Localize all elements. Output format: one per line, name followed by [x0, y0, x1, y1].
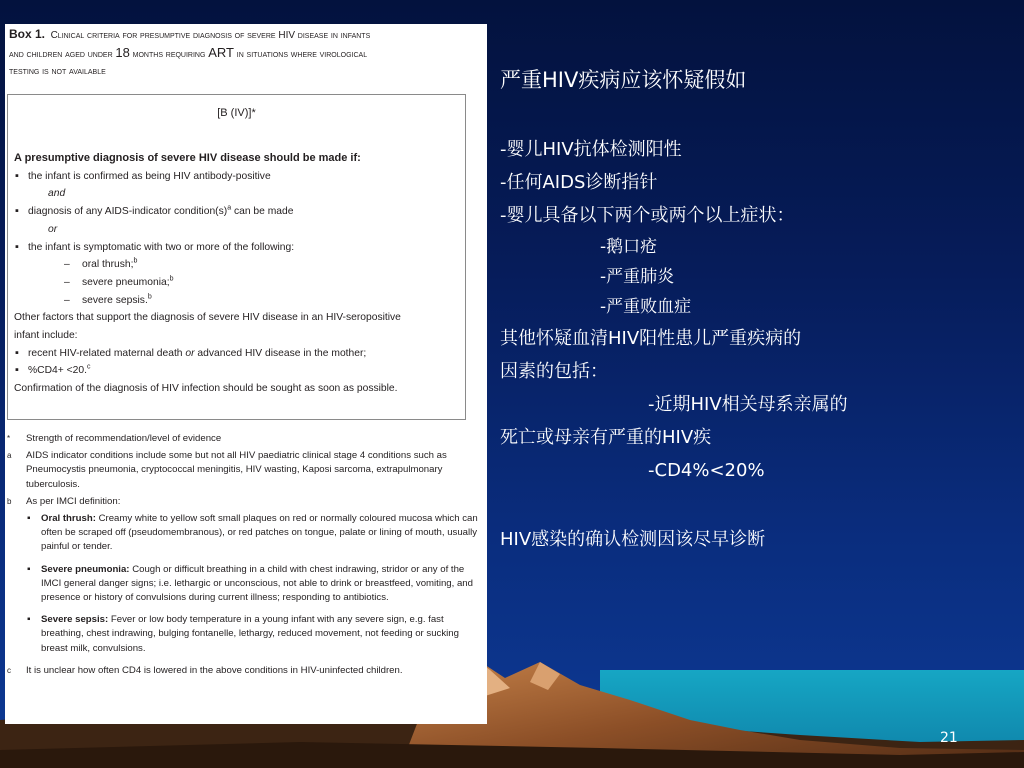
criterion-symptomatic: ▪ the infant is symptomatic with two or more of the following:	[14, 239, 459, 257]
footnotes	[7, 432, 481, 681]
conjunction-and: and	[48, 188, 66, 200]
factor-maternal: ▪ recent HIV-related maternal death or advanced HIV disease in the mother;	[14, 345, 459, 363]
slide-line-aids: -任何AIDS诊断指针	[500, 172, 658, 193]
symptom-severe-pneumonia: – severe pneumonia;$^b$	[14, 274, 459, 292]
footnote-b: b As per IMCI definition:	[7, 495, 121, 507]
slide-text	[500, 64, 1010, 556]
slide-factor-maternal-1: -近期HIV相关母系亲属的	[648, 394, 848, 415]
criteria-heading: A presumptive diagnosis of severe HIV disease should be made if:	[14, 152, 361, 164]
slide-title: 严重HIV疾病应该怀疑假如	[500, 68, 747, 92]
footnote-star: * Strength of recommendation/level of evidence	[7, 433, 222, 444]
other-factors-intro: Other factors that support the diagnosis of severe HIV disease in an HIV-seropositive infant include:	[14, 312, 401, 342]
confirmation-note: Confirmation of the diagnosis of HIV infection should be sought as soon as possible.	[14, 383, 398, 395]
criterion-antibody: ▪ the infant is confirmed as being HIV antibody-positive	[14, 168, 459, 186]
slide-other-factors-1: 其他怀疑血清HIV阳性患儿严重疾病的	[500, 328, 802, 349]
criterion-aids-indicator: ▪ diagnosis of any AIDS-indicator $condition(s)^a$ can be made	[14, 203, 459, 221]
definition-severe-pneumonia: ▪ Severe pneumonia: Cough or difficult breathing in a child with chest indrawing, stridor or any of the IMCI general danger signs; i.e. lethargic or unconscious, not able to drink or breastfeed, vomiting, and presence or history of convulsions during current illness; responding to antibiotics.	[7, 563, 481, 606]
slide-factor-maternal-2: 死亡或母亲有严重的HIV疾	[500, 427, 712, 448]
box-title: Box 1. Clinical criteria for presumptive diagnosis of severe HIV disease in infants and children aged under 18 months requiring ART in situations where virological testing is not available	[9, 27, 371, 77]
slide-line-antibody: -婴儿HIV抗体检测阳性	[500, 139, 682, 160]
footnote-a: a AIDS indicator conditions include some but not all HIV paediatric clinical stage 4 conditions such as Pneumocystis pneumonia, cryptococcal meningitis, HIV wasting, Kaposi sarcoma, extrapulmonary tuberculosis.	[7, 450, 447, 490]
conjunction-or: or	[48, 223, 58, 235]
slide-factor-cd4: -CD4%<20%	[648, 460, 765, 481]
criteria-box	[7, 94, 466, 420]
definition-oral-thrush: ▪ Oral thrush: Creamy white to yellow soft small plaques on red or normally coloured mucosa which can often be scraped off (pseudomembranous), or red patches on tongue, palate or lining of mouth, usually painful or tender.	[7, 512, 481, 555]
slide-symptom-sepsis: -严重败血症	[600, 297, 692, 317]
slide-line-symptoms: -婴儿具备以下两个或两个以上症状：	[500, 205, 795, 226]
slide-symptom-pneumonia: -严重肺炎	[600, 267, 675, 287]
slide-confirmation: HIV感染的确认检测因该尽早诊断	[500, 529, 766, 550]
footnote-c: c It is unclear how often CD4 is lowered in the above conditions in HIV-uninfected children.	[7, 664, 403, 676]
evidence-tag: [B (IV)]*	[217, 107, 256, 119]
factor-cd4: ▪ %CD4+ <20.$^c$	[14, 362, 459, 380]
symptom-severe-sepsis: – severe sepsis.$^b$	[14, 292, 459, 310]
definition-severe-sepsis: ▪ Severe sepsis: Fever or low body temperature in a young infant with any severe sign, e.g. fast breathing, chest indrawing, bulging fontanelle, lethargy, reduced movement, not feeding or sucking breast milk, convulsions.	[7, 613, 481, 656]
guideline-document-image	[5, 24, 487, 724]
page-number: 21	[940, 730, 958, 746]
symptom-oral-thrush: – oral thrush;$^b$	[14, 256, 459, 274]
slide-symptom-thrush: -鹅口疮	[600, 237, 658, 257]
slide-other-factors-2: 因素的包括：	[500, 361, 608, 382]
